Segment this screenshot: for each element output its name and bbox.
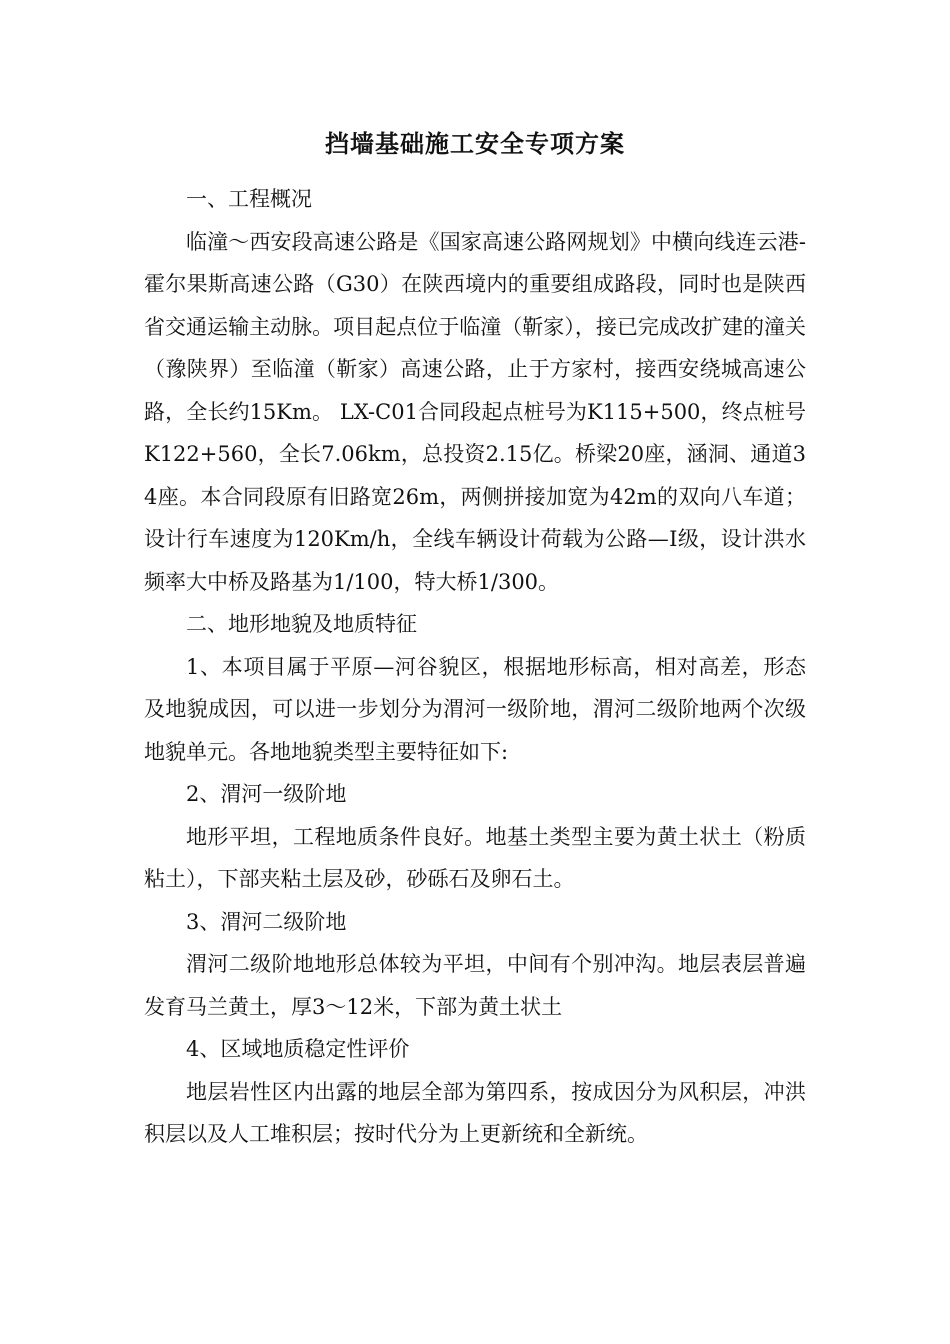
paragraph-terrace-2: 渭河二级阶地地形总体较为平坦，中间有个别冲沟。地层表层普遍发育马兰黄土，厚3～12米，下部为黄土状土: [144, 952, 806, 1019]
document-page: [144, 120, 806, 1156]
subheading-terrace-2: 3、渭河二级阶地: [186, 909, 347, 934]
section-heading-overview: 一、工程概况: [186, 187, 312, 211]
document-title: 挡墙基础施工安全专项方案: [325, 129, 625, 158]
paragraph-terrace-1: 地形平坦，工程地质条件良好。地基土类型主要为黄土状土（粉质粘土），下部夹粘土层及砂，砂砾石及卵石土。: [144, 824, 806, 891]
paragraph-terrain: 1、本项目属于平原—河谷貌区，根据地形标高，相对高差，形态及地貌成因，可以进一步划分为渭河一级阶地，渭河二级阶地两个次级地貌单元。各地地貌类型主要特征如下:: [144, 654, 806, 764]
paragraph-stability: 地层岩性区内出露的地层全部为第四系，按成因分为风积层，冲洪积层以及人工堆积层；按时代分为上更新统和全新统。: [144, 1079, 806, 1146]
section-heading-terrain: 二、地形地貌及地质特征: [186, 612, 417, 636]
subheading-terrace-1: 2、渭河一级阶地: [186, 782, 347, 806]
subheading-stability: 4、区域地质稳定性评价: [186, 1037, 410, 1061]
paragraph-overview: 临潼～西安段高速公路是《国家高速公路网规划》中横向线连云港-霍尔果斯高速公路（G30）在陕西境内的重要组成路段，同时也是陕西省交通运输主动脉。项目起点位于临潼（靳家），接已完成改扩建的潼关（豫陕界）至临潼（靳家）高速公路，止于方家村，接西安绕城高速公路，全长约15Km。 LX-C01合同段起点桩号为K115+500，终点桩号K122+560，全长7.06km，总投资2.15亿。桥梁20座，涵洞、通道34座。本合同段原有旧路宽26m，两侧拼接加宽为42m的双向八车道；设计行车速度为120Km/h，全线车辆设计荷载为公路—Ⅰ级，设计洪水频率大中桥及路基为1/100，特大桥1/300。: [144, 229, 806, 594]
